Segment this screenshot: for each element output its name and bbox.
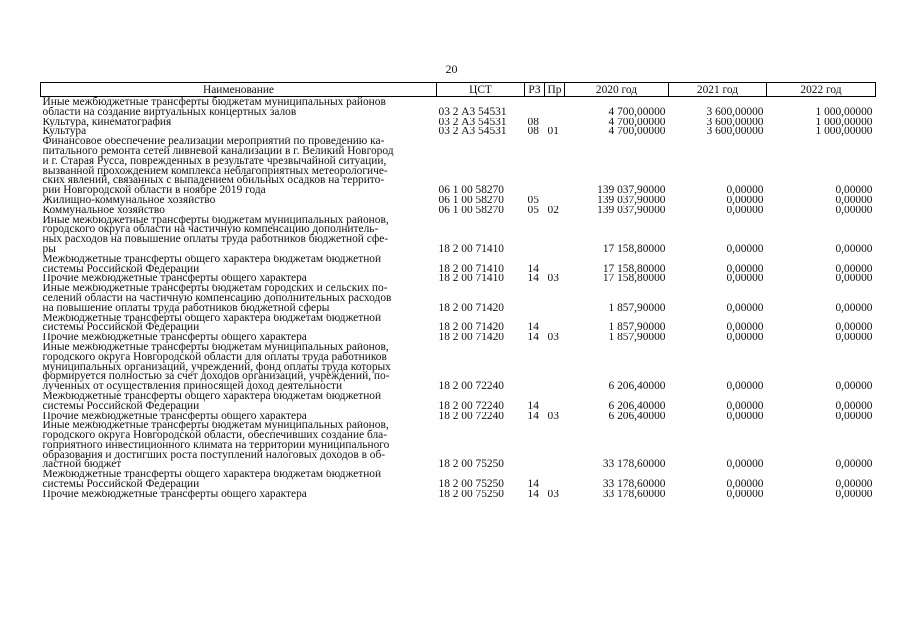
row-name: Культура bbox=[42, 127, 87, 138]
row-pr: 02 bbox=[547, 205, 559, 216]
table-row bbox=[41, 216, 876, 255]
row-cst: 18 2 00 72240 bbox=[438, 380, 504, 392]
row-cst: 18 2 00 75250 bbox=[438, 458, 504, 471]
row-2021: 0,00000 bbox=[726, 274, 764, 285]
budget-table bbox=[40, 82, 876, 500]
row-2022: 0,00000 bbox=[835, 274, 873, 285]
row-pr bbox=[545, 97, 565, 118]
row-rz bbox=[525, 421, 545, 470]
row-name: Прочие межбюджетные трансферты общего характера bbox=[42, 489, 307, 500]
row-2020: 4 700,00000 bbox=[608, 105, 666, 118]
row-pr: 03 bbox=[547, 333, 559, 343]
row-2022: 0,00000 bbox=[835, 321, 873, 334]
row-2021: 3 600,00000 bbox=[706, 117, 764, 128]
row-name: Иные межбюджетные трансферты бюджетам городских и сельских по- селений области на частичную компенсацию дополнительных расходов на повышение оплаты труда работников бюджетной сферы bbox=[42, 284, 392, 314]
row-pr bbox=[545, 255, 565, 275]
header-name: Наименование bbox=[41, 83, 437, 97]
table-row bbox=[41, 284, 876, 313]
row-2022: 0,00000 bbox=[835, 380, 873, 392]
row-2020: 139 037,90000 bbox=[597, 205, 666, 216]
row-rz bbox=[525, 343, 545, 392]
row-pr bbox=[545, 118, 565, 128]
row-pr: 03 bbox=[547, 274, 559, 285]
row-pr bbox=[545, 216, 565, 255]
row-2021: 0,00000 bbox=[726, 184, 764, 196]
row-2020: 4 700,00000 bbox=[608, 117, 666, 128]
row-pr: 03 bbox=[547, 489, 559, 500]
row-2020: 17 158,80000 bbox=[602, 262, 666, 275]
row-2021: 0,00000 bbox=[726, 458, 764, 471]
row-rz: 08 bbox=[527, 127, 539, 138]
row-cst: 18 2 00 72240 bbox=[438, 399, 504, 412]
row-2022: 0,00000 bbox=[835, 262, 873, 275]
row-cst: 06 1 00 58270 bbox=[438, 205, 504, 216]
row-2022: 1 000,00000 bbox=[815, 105, 873, 118]
row-name: Иные межбюджетные трансферты бюджетам муниципальных районов, городского округа Новгородской области, обеспечивших создание бла- гоприятного инвестиционного климата на территории муниципального образования и достигших роста поступлений налоговых доходов в об- ластной бюджет bbox=[42, 421, 390, 471]
row-rz: 14 bbox=[527, 399, 539, 412]
table-row bbox=[41, 255, 876, 275]
row-2022: 0,00000 bbox=[835, 301, 873, 314]
row-2021: 0,00000 bbox=[726, 321, 764, 334]
row-2022: 0,00000 bbox=[835, 458, 873, 471]
row-cst: 18 2 00 71420 bbox=[438, 321, 504, 334]
row-2020: 1 857,90000 bbox=[608, 321, 666, 334]
row-rz: 14 bbox=[527, 333, 539, 343]
row-2020: 33 178,60000 bbox=[602, 478, 666, 490]
row-rz bbox=[525, 284, 545, 313]
table-row bbox=[41, 421, 876, 470]
header-2022: 2022 год bbox=[767, 83, 876, 97]
row-name: Иные межбюджетные трансферты бюджетам муниципальных районов, городского округа области на частичную компенсацию дополнитель- ных расходов на повышение оплаты труда работников бюджетной сфе- ры bbox=[42, 215, 389, 255]
row-cst: 18 2 00 71410 bbox=[438, 274, 504, 285]
table-row bbox=[41, 137, 876, 196]
row-pr bbox=[545, 392, 565, 412]
row-rz bbox=[525, 97, 545, 118]
row-2020: 139 037,90000 bbox=[597, 195, 666, 206]
row-2022: 0,00000 bbox=[835, 195, 873, 206]
row-2022: 0,00000 bbox=[835, 333, 873, 343]
table-header-row bbox=[41, 83, 876, 97]
row-name: Межбюджетные трансферты общего характера бюджетам бюджетной системы Российской Федерации bbox=[42, 470, 382, 490]
row-2021: 3 600,00000 bbox=[706, 127, 764, 138]
row-rz bbox=[525, 216, 545, 255]
row-2021: 0,00000 bbox=[726, 478, 764, 490]
row-2020: 33 178,60000 bbox=[602, 458, 666, 471]
row-name: Культура, кинематография bbox=[42, 117, 172, 128]
row-2020: 17 158,80000 bbox=[602, 274, 666, 285]
row-name: Финансовое обеспечение реализации мероприятий по проведению ка- питального ремонта сетей ливневой канализации в г. Великий Новгород и г. Старая Русса, поврежденных в результате чрезвычайной ситуации, вызванной прохождением комплекса неблагоприятных метеорологиче- ских явлений, связанных с выпадением обильных осадков на террито- рии Новгородской области в ноябре 2019 года bbox=[42, 137, 394, 196]
row-rz bbox=[525, 137, 545, 196]
row-cst: 03 2 А3 54531 bbox=[438, 105, 507, 118]
row-2022: 0,00000 bbox=[835, 242, 873, 255]
row-pr bbox=[545, 284, 565, 313]
row-2022: 0,00000 bbox=[835, 184, 873, 196]
header-rz: РЗ bbox=[525, 83, 545, 97]
row-cst: 03 2 А3 54531 bbox=[438, 117, 507, 128]
row-rz: 14 bbox=[527, 321, 539, 334]
table-row bbox=[41, 196, 876, 206]
table-row bbox=[41, 314, 876, 334]
row-cst: 18 2 00 71420 bbox=[438, 301, 504, 314]
row-2020: 6 206,40000 bbox=[608, 411, 666, 422]
row-cst: 03 2 А3 54531 bbox=[438, 127, 507, 138]
row-pr: 01 bbox=[547, 127, 559, 138]
table-row bbox=[41, 127, 876, 137]
row-name: Межбюджетные трансферты общего характера бюджетам бюджетной системы Российской Федерации bbox=[42, 391, 382, 412]
row-name: Иные межбюджетные трансферты бюджетам муниципальных районов, городского округа Новгородской области для оплаты труда работников муниципальных организаций, учреждений, фонд оплаты труда которых формируется полностью за счет доходов организаций, учреждений, по- лученных от осуществления приносящей доход деятельности bbox=[42, 342, 391, 392]
row-2020: 6 206,40000 bbox=[608, 399, 666, 412]
row-name: Коммунальное хозяйство bbox=[42, 205, 165, 216]
table-row bbox=[41, 118, 876, 128]
header-pr: Пр bbox=[545, 83, 565, 97]
row-2022: 0,00000 bbox=[835, 411, 873, 422]
row-rz: 05 bbox=[527, 195, 539, 206]
row-name: Жилищно-коммунальное хозяйство bbox=[42, 195, 216, 206]
row-2022: 1 000,00000 bbox=[815, 127, 873, 138]
row-cst: 18 2 00 71410 bbox=[438, 242, 504, 255]
row-2021: 0,00000 bbox=[726, 195, 764, 206]
header-2020: 2020 год bbox=[565, 83, 669, 97]
row-2021: 0,00000 bbox=[726, 399, 764, 412]
row-2021: 3 600,00000 bbox=[706, 105, 764, 118]
row-pr bbox=[545, 470, 565, 490]
row-2021: 0,00000 bbox=[726, 205, 764, 216]
table-row bbox=[41, 206, 876, 216]
row-name: Прочие межбюджетные трансферты общего характера bbox=[42, 411, 307, 422]
row-rz: 05 bbox=[527, 205, 539, 216]
row-2022: 0,00000 bbox=[835, 205, 873, 216]
row-2021: 0,00000 bbox=[726, 411, 764, 422]
row-pr: 03 bbox=[547, 411, 559, 422]
row-name: Межбюджетные трансферты общего характера бюджетам бюджетной системы Российской Федерации bbox=[42, 313, 382, 334]
row-cst: 06 1 00 58270 bbox=[438, 195, 504, 206]
row-pr bbox=[545, 314, 565, 334]
row-2020: 1 857,90000 bbox=[608, 301, 666, 314]
row-pr bbox=[545, 196, 565, 206]
row-pr bbox=[545, 421, 565, 470]
row-name: Прочие межбюджетные трансферты общего характера bbox=[42, 274, 307, 285]
table-row bbox=[41, 97, 876, 118]
page-number: 20 bbox=[445, 62, 458, 76]
row-2022: 0,00000 bbox=[835, 478, 873, 490]
row-2020: 6 206,40000 bbox=[608, 380, 666, 392]
row-2020: 17 158,80000 bbox=[602, 242, 666, 255]
row-name: Прочие межбюджетные трансферты общего характера bbox=[42, 333, 307, 343]
row-cst: 18 2 00 71420 bbox=[438, 333, 504, 343]
row-2020: 4 700,00000 bbox=[608, 127, 666, 138]
header-cst: ЦСТ bbox=[437, 83, 525, 97]
row-2021: 0,00000 bbox=[726, 242, 764, 255]
row-2020: 139 037,90000 bbox=[597, 184, 666, 196]
row-2021: 0,00000 bbox=[726, 262, 764, 275]
table-row bbox=[41, 490, 876, 500]
row-rz: 14 bbox=[527, 262, 539, 275]
table-row bbox=[41, 343, 876, 392]
row-2021: 0,00000 bbox=[726, 301, 764, 314]
row-2022: 1 000,00000 bbox=[815, 117, 873, 128]
row-2020: 1 857,90000 bbox=[608, 333, 666, 343]
row-pr bbox=[545, 137, 565, 196]
table-row bbox=[41, 274, 876, 284]
row-2021: 0,00000 bbox=[726, 380, 764, 392]
row-2022: 0,00000 bbox=[835, 399, 873, 412]
table-row bbox=[41, 333, 876, 343]
row-cst: 06 1 00 58270 bbox=[438, 184, 504, 196]
row-pr bbox=[545, 343, 565, 392]
row-2021: 0,00000 bbox=[726, 489, 764, 500]
row-rz: 14 bbox=[527, 478, 539, 490]
row-2020: 33 178,60000 bbox=[602, 489, 666, 500]
row-2022: 0,00000 bbox=[835, 489, 873, 500]
row-rz: 14 bbox=[527, 489, 539, 500]
row-rz: 08 bbox=[527, 117, 539, 128]
table-row bbox=[41, 392, 876, 412]
table-body bbox=[41, 97, 876, 500]
row-cst: 18 2 00 71410 bbox=[438, 262, 504, 275]
table-row bbox=[41, 470, 876, 490]
row-name: Иные межбюджетные трансферты бюджетам муниципальных районов области на создание виртуальных концертных залов bbox=[42, 96, 386, 118]
table-row bbox=[41, 412, 876, 422]
row-cst: 18 2 00 75250 bbox=[438, 478, 504, 490]
row-rz: 14 bbox=[527, 274, 539, 285]
row-cst: 18 2 00 72240 bbox=[438, 411, 504, 422]
row-name: Межбюджетные трансферты общего характера бюджетам бюджетной системы Российской Федерации bbox=[42, 254, 382, 275]
row-cst: 18 2 00 75250 bbox=[438, 489, 504, 500]
header-2021: 2021 год bbox=[669, 83, 767, 97]
row-2021: 0,00000 bbox=[726, 333, 764, 343]
row-rz: 14 bbox=[527, 411, 539, 422]
